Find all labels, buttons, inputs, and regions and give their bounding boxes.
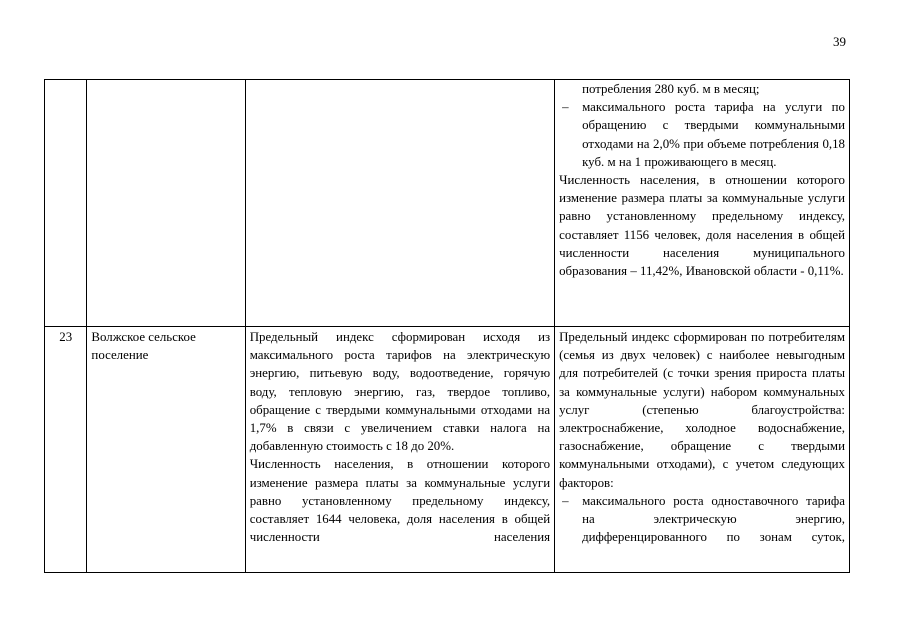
row-number-cell: 23	[45, 327, 87, 573]
table-row	[45, 80, 850, 327]
settlement-name: Волжское сельское поселение	[91, 330, 196, 363]
population-text: Численность населения, в отношении которого изменение размера платы за коммунальные услуги равно установленному предельному индексу, составляет 1156 человек, доля населения в общей численности населения муниципального образования – 11,42%, Ивановской области - 0,11%.	[559, 173, 845, 279]
table-row	[45, 327, 850, 573]
row-number-cell	[45, 80, 87, 327]
bullet-continuation: потребления 280 куб. м в месяц;	[582, 82, 760, 96]
bullet-text: максимального роста тарифа на услуги по обращению с твердыми коммунальными отходами на 2,0% при объеме потребления 0,18 куб. м на 1 проживающего в месяц.	[582, 100, 845, 169]
description-cell	[245, 80, 554, 327]
page-number: 39	[833, 34, 846, 49]
details-cell	[555, 327, 850, 573]
description-text: Предельный индекс сформирован исходя из максимального роста тарифов на электрическую энергию, питьевую воду, водоотведение, горячую воду, тепловую энергию, газ, твердое топливо, обращение с твердыми коммунальными отходами на 1,7% в связи с увеличением ставки налога на добавленную стоимость с 18 до 20%.	[249, 330, 551, 454]
intro-text: Предельный индекс сформирован по потребителям (семья из двух человек) с наиболее невыгодным для потребителей (с точки зрения прироста платы за коммунальные услуги) набором коммунальных услуг (степенью благоустройства: электроснабжение, холодное водоснабжение, газоснабжение, обращение с твердыми коммунальными отходами), с учетом следующих факторов:	[559, 330, 845, 490]
description-cell	[245, 327, 554, 573]
dash-marker: –	[562, 493, 569, 508]
details-cell	[555, 80, 850, 327]
population-text: Численность населения, в отношении которого изменение размера платы за коммунальные услуги равно установленному предельному индексу, составляет 1644 человека, доля населения в общей численности населения	[249, 457, 551, 545]
settlement-name-cell	[87, 327, 245, 573]
bullet-item	[559, 98, 845, 171]
indices-table	[44, 79, 850, 573]
bullet-text: максимального роста одноставочного тарифа на электрическую энергию, дифференцированного по зонам суток,	[582, 493, 845, 545]
settlement-name-cell	[87, 80, 245, 327]
bullet-item	[559, 492, 845, 547]
dash-marker: –	[562, 100, 569, 115]
